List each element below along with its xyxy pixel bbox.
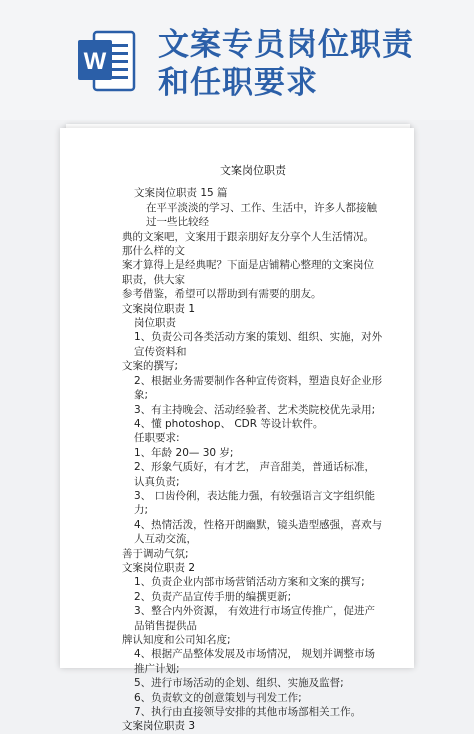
document-line: 2、形象气质好，有才艺， 声音甜美，普通话标准，认真负责; [134,461,376,488]
document-line: 1、年龄 20— 30 岁; [134,446,234,459]
document-line: 在平平淡淡的学习、工作、生活中，许多人都接触过一些比较经 [146,201,377,229]
document-line: 善于调动气氛; [122,547,189,560]
document-title: 文案岗位职责 [220,164,286,177]
document-line: 1、负责公司各类活动方案的策划、组织、实施，对外宣传资料和 [134,331,383,358]
svg-text:W: W [83,48,107,75]
document-line: 案才算得上是经典呢？下面是店铺精心整理的文案岗位职责，供大家 [122,259,374,286]
document-line: 2、负责产品宣传手册的编撰更新; [134,590,292,603]
document-line: 7、执行由直接领导安排的其他市场部相关工作。 [134,706,362,719]
document-line: 3、有主持晚会、活动经验者、艺术类院校优先录用; [134,403,376,416]
document-line: 2、根据业务需要制作各种宣传资料，塑造良好企业形象; [134,374,383,402]
banner [0,0,474,120]
document-line: 文案岗位职责 15 篇 [134,187,228,200]
document-page [60,128,414,733]
document-line: 牌认知度和公司知名度; [122,634,231,646]
document-line: 3、 口齿伶俐，表达能力强，有较强语言文字组织能力; [134,489,376,517]
section-heading: 文案岗位职责 1 [122,302,196,315]
document-line: 典的文案吧，文案用于跟亲朋好友分享个人生活情况。那什么样的文 [122,230,374,258]
document-body [122,164,384,734]
word-document-icon [78,30,136,92]
section-heading: 文案岗位职责 3 [122,720,196,733]
document-line: 参考借鉴，希望可以帮助到有需要的朋友。 [122,288,322,301]
section-heading: 文案岗位职责 2 [122,561,196,574]
document-lines [122,186,384,733]
banner-title-line1: 文案专员岗位职责 [158,27,414,63]
document-line: 岗位职责 [134,317,176,330]
document-line: 3、整合内外资源， 有效进行市场宣传推广，促进产品销售提供品 [134,605,376,632]
document-line: 4、懂 photoshop、 CDR 等设计软件。 [134,417,324,430]
document-line: 1、负责企业内部市场营销活动方案和文案的撰写; [134,576,365,589]
document-line: 6、负责软文的创意策划与刊发工作; [134,691,302,704]
banner-title [158,26,414,102]
document-line: 任职要求: [134,432,180,445]
banner-title-line2: 和任职要求 [158,65,318,101]
document-line: 4、根据产品整体发展及市场情况， 规划并调整市场推广计划; [134,648,376,675]
document-line: 4、热情活泼，性格开朗幽默，镜头造型感强，喜欢与人互动交流， [134,518,383,546]
document-line: 5、进行市场活动的企划、组织、实施及监督; [134,677,344,690]
document-line: 文案的撰写; [122,360,179,373]
